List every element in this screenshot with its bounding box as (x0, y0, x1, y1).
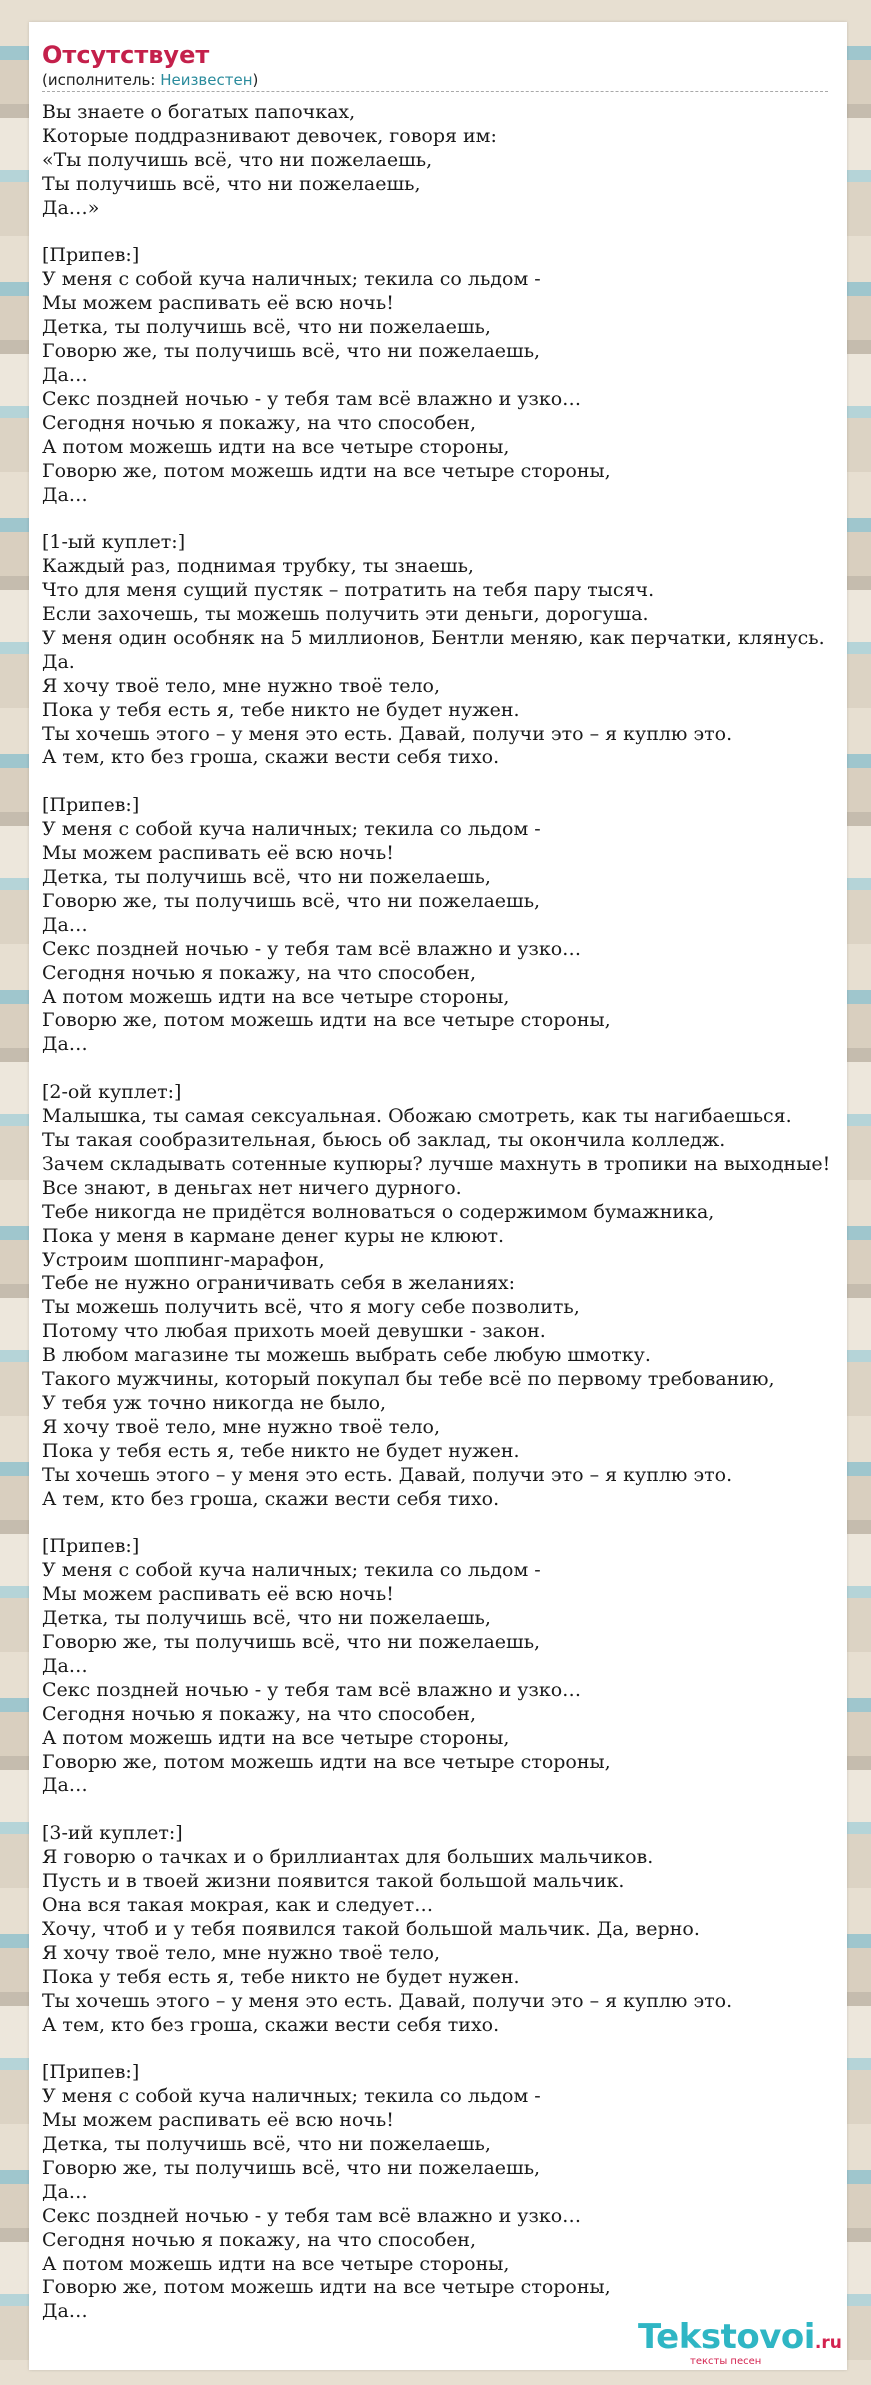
lyrics-line: У меня с собой куча наличных; текила со льдом - (42, 1559, 541, 1582)
lyrics-line: Да… (42, 913, 88, 936)
lyrics-line: Говорю же, потом можешь идти на все четыре стороны, (42, 2276, 611, 2299)
lyrics-line: Если захочешь, ты можешь получить эти деньги, дорогуша. (42, 603, 649, 626)
lyrics-blank-line (42, 1511, 842, 1535)
lyrics-line: Говорю же, ты получишь всё, что ни пожелаешь, (42, 340, 541, 363)
logo-name: Tekstovoi (638, 2317, 815, 2357)
lyrics-line: У меня с собой куча наличных; текила со льдом - (42, 2085, 541, 2108)
lyrics-line: Детка, ты получишь всё, что ни пожелаешь, (42, 1607, 491, 1630)
lyrics-line: Я хочу твоё тело, мне нужно твоё тело, (42, 1415, 441, 1438)
lyrics-line: Секс поздней ночью - у тебя там всё влажно и узко… (42, 2204, 582, 2227)
lyrics-line: Мы можем распивать её всю ночь! (42, 292, 394, 315)
lyrics-line: Малышка, ты самая сексуальная. Обожаю смотреть, как ты нагибаешься. (42, 1105, 792, 1128)
lyrics-line: Да… (42, 2180, 88, 2203)
lyrics-line: Детка, ты получишь всё, что ни пожелаешь, (42, 866, 491, 888)
logo-tld: .ru (814, 2333, 842, 2353)
artist-line (42, 71, 828, 92)
lyrics-card (29, 22, 847, 2370)
song-title: Отсутствует (42, 41, 210, 69)
lyrics-line: А тем, кто без гроша, скажи вести себя тихо. (42, 1487, 500, 1510)
lyrics-line: Детка, ты получишь всё, что ни пожелаешь, (42, 316, 491, 339)
lyrics-line: Ты хочешь этого – у меня это есть. Давай, получи это – я куплю это. (42, 1463, 733, 1486)
lyrics-line: Тебе не нужно ограничивать себя в желаниях: (42, 1272, 516, 1295)
lyrics-line: Я хочу твоё тело, мне нужно твоё тело, (42, 674, 441, 697)
lyrics-line: Говорю же, потом можешь идти на все четыре стороны, (42, 459, 611, 482)
lyrics-line: Пока у тебя есть я, тебе никто не будет нужен. (42, 698, 520, 721)
lyrics-line: А потом можешь идти на все четыре стороны, (42, 985, 510, 1008)
lyrics-line: Да…» (42, 196, 100, 219)
lyrics-line: [3-ий куплет:] (42, 1822, 183, 1845)
artist-prefix: (исполнитель: (42, 71, 161, 89)
lyrics-line: Хочу, чтоб и у тебя появился такой большой мальчик. Да, верно. (42, 1917, 700, 1940)
lyrics-line: Ты получишь всё, что ни пожелаешь, (42, 172, 421, 195)
logo-tagline: тексты песен (690, 2356, 762, 2367)
lyrics-blank-line (42, 2037, 842, 2061)
lyrics-line: А потом можешь идти на все четыре стороны, (42, 2252, 510, 2275)
lyrics-line: Ты можешь получить всё, что я могу себе позволить, (42, 1296, 580, 1319)
lyrics-line: [1-ый куплет:] (42, 531, 186, 554)
lyrics-line: Пока у тебя есть я, тебе никто не будет нужен. (42, 1439, 520, 1462)
lyrics-line: У тебя уж точно никогда не было, (42, 1391, 387, 1414)
lyrics-line: А тем, кто без гроша, скажи вести себя тихо. (42, 2013, 500, 2036)
lyrics-line: Говорю же, ты получишь всё, что ни пожелаешь, (42, 889, 541, 912)
lyrics-line: Пока у тебя есть я, тебе никто не будет нужен. (42, 1965, 520, 1988)
lyrics-line: Я хочу твоё тело, мне нужно твоё тело, (42, 1941, 441, 1964)
lyrics-text (42, 101, 842, 2324)
lyrics-line: [Припев:] (42, 794, 140, 817)
lyrics-blank-line (42, 507, 842, 531)
lyrics-line: [2-ой куплет:] (42, 1081, 182, 1104)
lyrics-line: А потом можешь идти на все четыре стороны, (42, 1726, 510, 1749)
lyrics-line: Что для меня сущий пустяк – потратить на тебя пару тысяч. (42, 579, 655, 602)
lyrics-line: У меня с собой куча наличных; текила со льдом - (42, 268, 541, 291)
lyrics-blank-line (42, 770, 842, 794)
lyrics-line: Мы можем распивать её всю ночь! (42, 1583, 394, 1606)
artist-suffix: ) (252, 71, 259, 89)
lyrics-line: Сегодня ночью я покажу, на что способен, (42, 961, 477, 984)
lyrics-line: Секс поздней ночью - у тебя там всё влажно и узко… (42, 1678, 582, 1701)
lyrics-line: Каждый раз, поднимая трубку, ты знаешь, (42, 555, 474, 578)
lyrics-line: У меня один особняк на 5 миллионов, Бентли меняю, как перчатки, клянусь. (42, 626, 825, 649)
lyrics-line: Ты хочешь этого – у меня это есть. Давай, получи это – я куплю это. (42, 1989, 733, 2012)
lyrics-line: Потому что любая прихоть моей девушки - закон. (42, 1320, 546, 1343)
lyrics-line: «Ты получишь всё, что ни пожелаешь, (42, 148, 433, 171)
lyrics-line: Сегодня ночью я покажу, на что способен, (42, 411, 477, 434)
site-logo[interactable] (638, 2317, 848, 2368)
lyrics-line: Которые поддразнивают девочек, говоря им: (42, 124, 497, 147)
lyrics-line: Да… (42, 1774, 88, 1797)
lyrics-line: Сегодня ночью я покажу, на что способен, (42, 2228, 477, 2251)
lyrics-blank-line (42, 1057, 842, 1081)
lyrics-line: Я говорю о тачках и о бриллиантах для больших мальчиков. (42, 1846, 654, 1869)
lyrics-line: Она вся такая мокрая, как и следует… (42, 1893, 434, 1916)
lyrics-line: [Припев:] (42, 1535, 140, 1558)
lyrics-line: Секс поздней ночью - у тебя там всё влажно и узко… (42, 937, 582, 960)
lyrics-line: Говорю же, потом можешь идти на все четыре стороны, (42, 1750, 611, 1773)
lyrics-line: Да. (42, 650, 75, 673)
lyrics-line: Пусть и в твоей жизни появится такой большой мальчик. (42, 1870, 625, 1893)
lyrics-line: Мы можем распивать её всю ночь! (42, 842, 394, 865)
lyrics-line: Все знают, в деньгах нет ничего дурного. (42, 1176, 462, 1199)
lyrics-blank-line (42, 1798, 842, 1822)
lyrics-line: Пока у меня в кармане денег куры не клюют. (42, 1224, 505, 1247)
lyrics-line: Да… (42, 2300, 88, 2323)
lyrics-line: Мы можем распивать её всю ночь! (42, 2109, 394, 2132)
lyrics-line: Говорю же, ты получишь всё, что ни пожелаешь, (42, 1631, 541, 1653)
lyrics-line: Устроим шоппинг-марафон, (42, 1248, 325, 1271)
artist-link[interactable]: Неизвестен (160, 71, 253, 89)
lyrics-line: А потом можешь идти на все четыре стороны, (42, 435, 510, 458)
lyrics-line: Вы знаете о богатых папочках, (42, 101, 356, 123)
lyrics-line: Такого мужчины, который покупал бы тебе всё по первому требованию, (42, 1368, 775, 1391)
lyrics-line: Зачем складывать сотенные купюры? лучше махнуть в тропики на выходные! (42, 1152, 831, 1175)
lyrics-line: [Припев:] (42, 244, 140, 267)
lyrics-line: Да… (42, 483, 88, 506)
lyrics-line: Говорю же, ты получишь всё, что ни пожелаешь, (42, 2156, 541, 2179)
lyrics-line: Тебе никогда не придётся волноваться о содержимом бумажника, (42, 1200, 715, 1223)
logo-wordmark (638, 2317, 842, 2357)
lyrics-line: Говорю же, потом можешь идти на все четыре стороны, (42, 1009, 611, 1032)
lyrics-line: [Припев:] (42, 2061, 140, 2084)
lyrics-line: Сегодня ночью я покажу, на что способен, (42, 1702, 477, 1725)
lyrics-line: Секс поздней ночью - у тебя там всё влажно и узко… (42, 387, 582, 410)
lyrics-line: У меня с собой куча наличных; текила со льдом - (42, 818, 541, 841)
lyrics-line: А тем, кто без гроша, скажи вести себя тихо. (42, 746, 500, 769)
lyrics-line: Ты хочешь этого – у меня это есть. Давай, получи это – я куплю это. (42, 722, 733, 745)
lyrics-line: Детка, ты получишь всё, что ни пожелаешь, (42, 2133, 491, 2156)
lyrics-line: Ты такая сообразительная, бьюсь об заклад, ты окончила колледж. (42, 1128, 726, 1151)
lyrics-line: Да… (42, 1654, 88, 1677)
lyrics-line: Да… (42, 363, 88, 386)
lyrics-blank-line (42, 221, 842, 245)
lyrics-line: В любом магазине ты можешь выбрать себе любую шмотку. (42, 1344, 651, 1367)
lyrics-line: Да… (42, 1033, 88, 1056)
